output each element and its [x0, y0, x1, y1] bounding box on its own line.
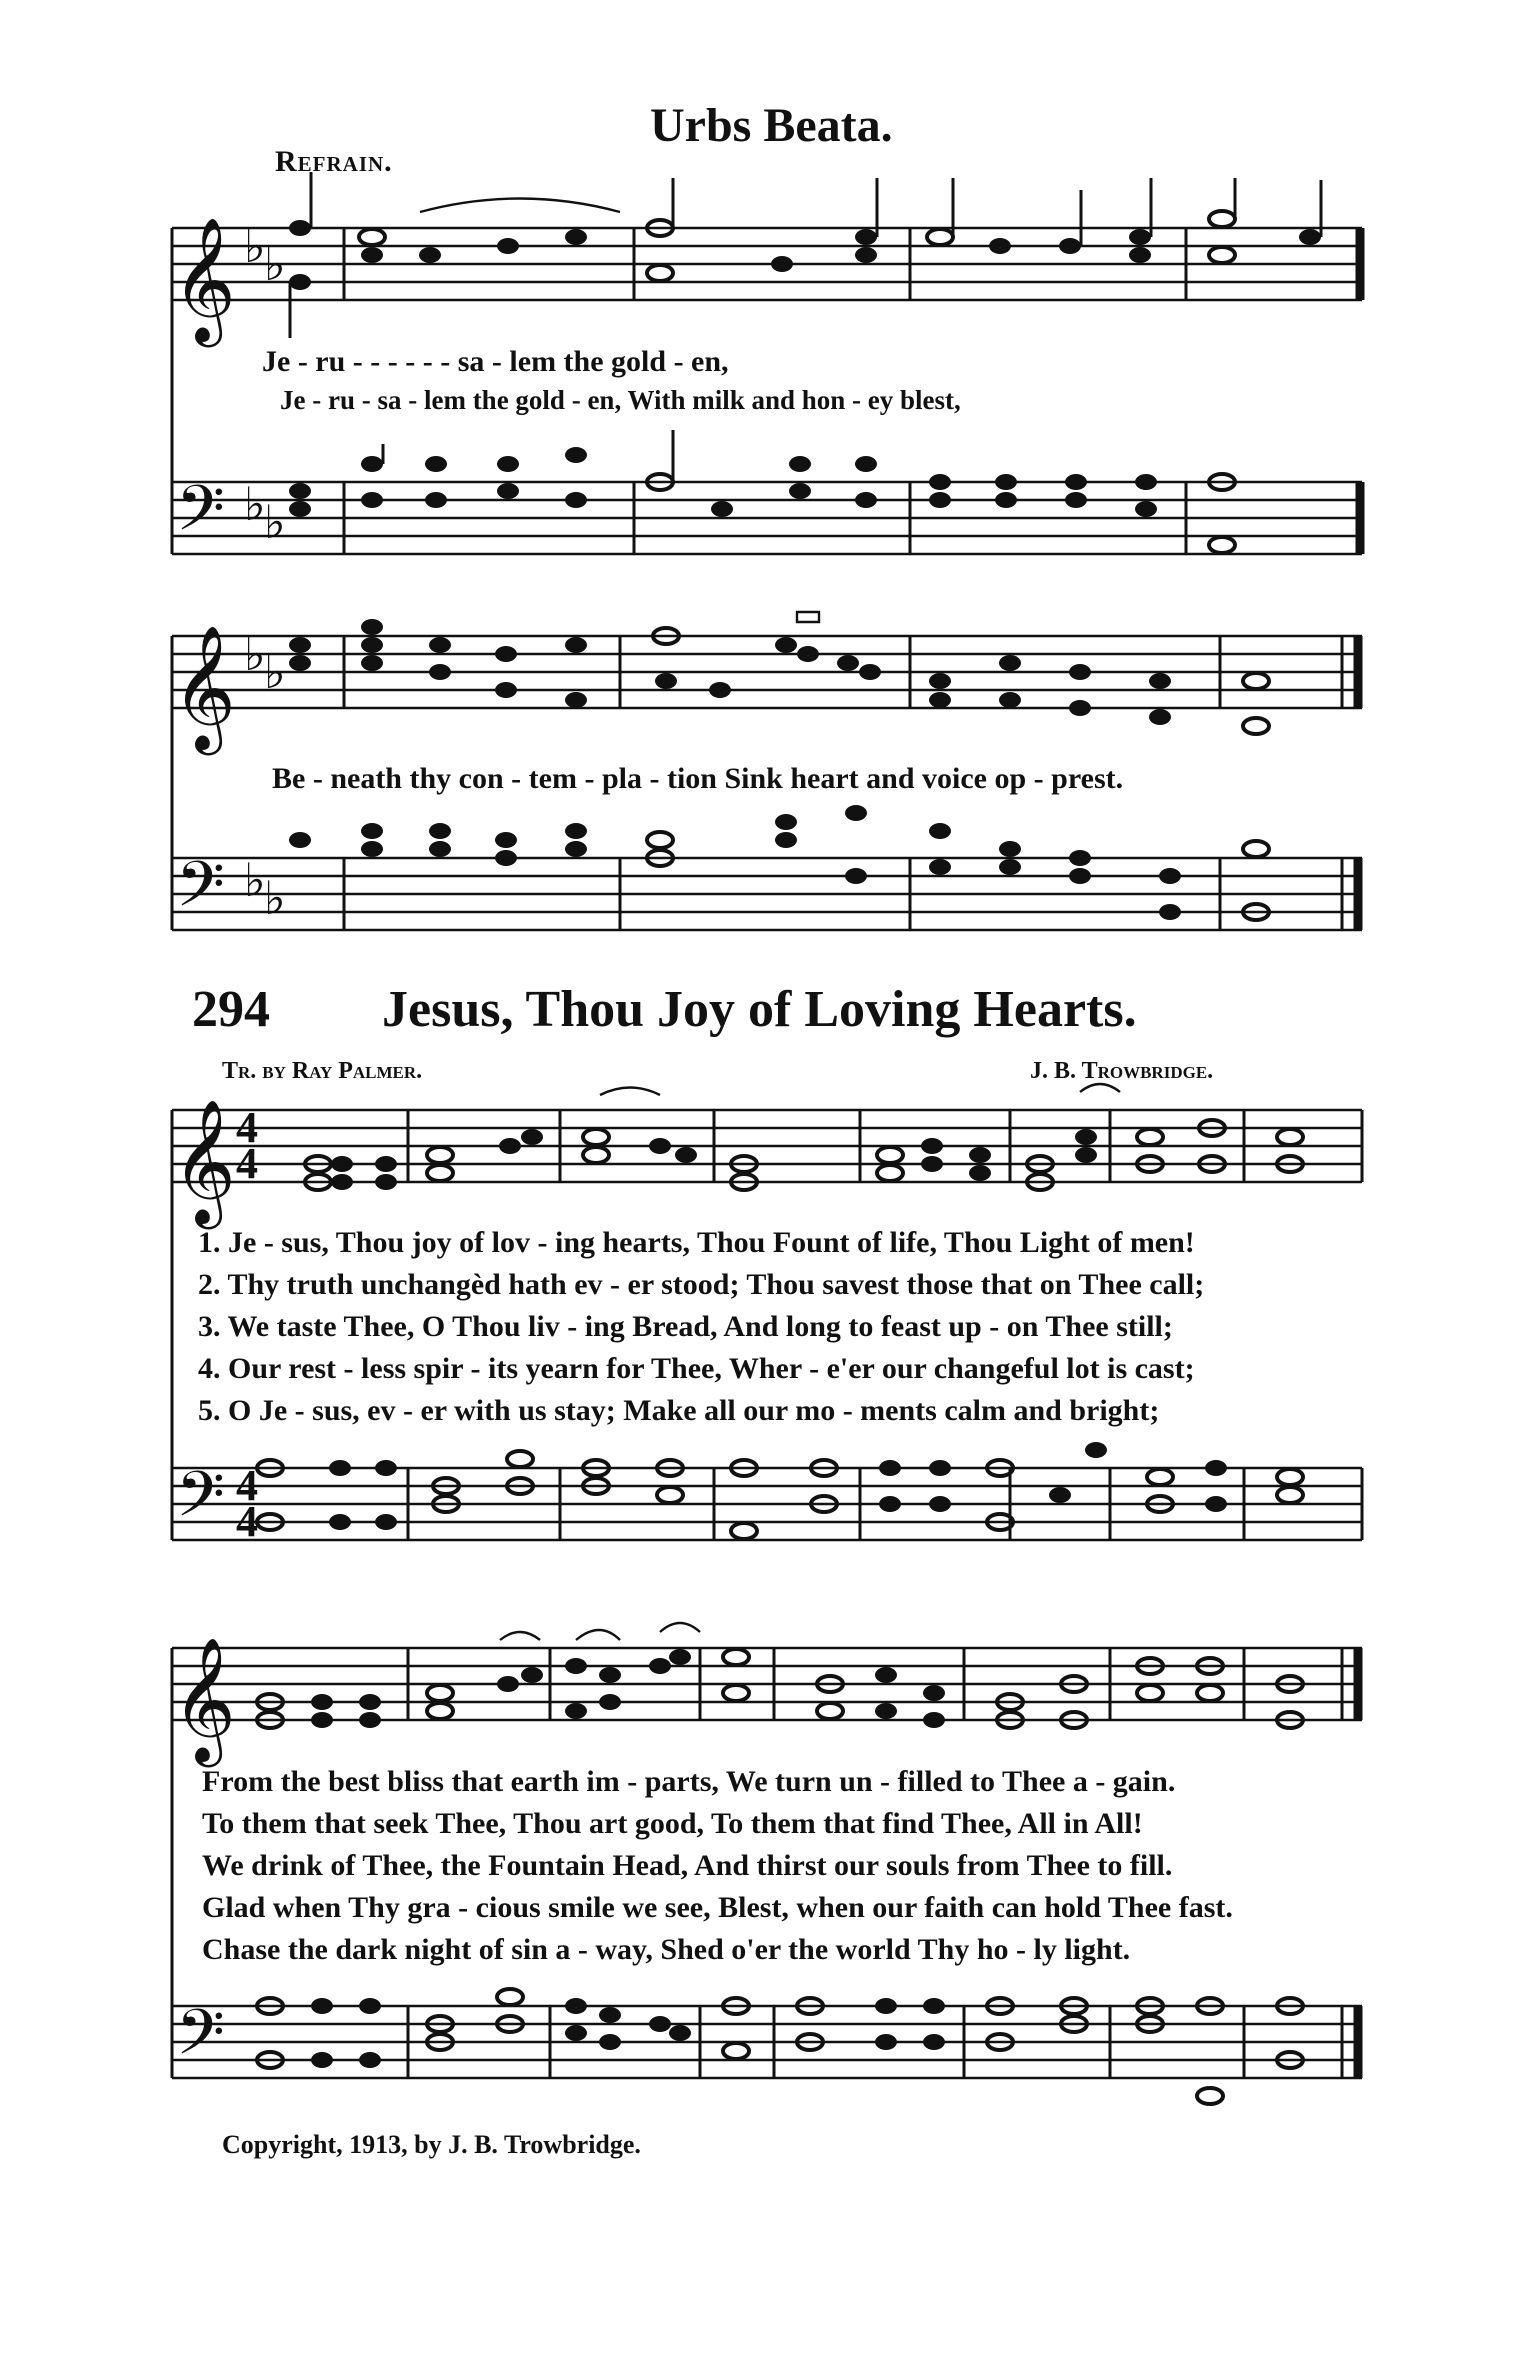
verse-line: Chase the dark night of sin a - way, Shed o'er the world Thy ho - ly light.	[202, 1933, 1131, 1966]
bass-staff	[172, 1468, 1362, 1540]
hymn-title: Jesus, Thou Joy of Loving Hearts.	[382, 981, 1137, 1038]
treble-clef-icon: 𝄞	[172, 217, 236, 342]
translator-credit: Tr. by Ray Palmer.	[222, 1058, 423, 1084]
verse-line: 2. Thy truth unchangèd hath ev - er stood; Thou savest those that on Thee call;	[198, 1268, 1205, 1301]
treble-staff	[172, 1110, 1362, 1182]
verse-line: 1. Je - sus, Thou joy of lov - ing hearts, Thou Fount of life, Thou Light of men!	[198, 1226, 1195, 1259]
treble-staff	[172, 228, 1362, 300]
svg-text:♭: ♭	[244, 477, 266, 531]
bass-clef-icon: 𝄢	[176, 471, 225, 560]
refrain-label: Refrain.	[275, 145, 393, 178]
composer-credit: J. B. Trowbridge.	[1030, 1058, 1214, 1084]
svg-text:♭: ♭	[264, 237, 286, 291]
svg-text:♭: ♭	[244, 627, 266, 681]
svg-text:♭: ♭	[244, 219, 266, 273]
notes-bass-3	[257, 1442, 1303, 1539]
refrain-lyrics-line-3: Be - neath thy con - tem - pla - tion Sink heart and voice op - prest.	[272, 762, 1124, 795]
svg-text:4: 4	[236, 1461, 258, 1510]
hymn-tune-title: Urbs Beata.	[650, 99, 893, 152]
notes-bass-2	[289, 805, 1269, 920]
treble-staff	[172, 1648, 1362, 1720]
refrain-lyrics-line-1: Je - ru - - - - - - sa - lem the gold - en,	[262, 345, 729, 378]
svg-text:4: 4	[236, 1103, 258, 1152]
verse-line: 5. O Je - sus, ev - er with us stay; Make all our mo - ments calm and bright;	[198, 1394, 1160, 1427]
system-4	[172, 1623, 1362, 2104]
svg-text:♭: ♭	[264, 871, 286, 925]
verse-line: 3. We taste Thee, O Thou liv - ing Bread, And long to feast up - on Thee still;	[198, 1310, 1173, 1343]
svg-text:♭: ♭	[244, 853, 266, 907]
bass-staff	[172, 858, 1362, 930]
bass-clef-icon: 𝄢	[176, 1995, 225, 2084]
notes-treble-3	[305, 1084, 1303, 1190]
system-1	[172, 172, 1362, 560]
verse-line: 4. Our rest - less spir - its yearn for Thee, Wher - e'er our changeful lot is cast;	[198, 1352, 1195, 1385]
verse-line: To them that seek Thee, Thou art good, To them that find Thee, All in All!	[202, 1807, 1143, 1840]
bass-staff	[172, 482, 1362, 554]
notes-bass-1	[289, 430, 1235, 553]
svg-text:4: 4	[236, 1497, 258, 1546]
verse-line: From the best bliss that earth im - parts, We turn un - filled to Thee a - gain.	[202, 1765, 1176, 1798]
svg-text:♭: ♭	[264, 645, 286, 699]
verse-line: We drink of Thee, the Fountain Head, And thirst our souls from Thee to fill.	[202, 1849, 1173, 1882]
bass-clef-icon: 𝄢	[176, 847, 225, 936]
bass-clef-icon: 𝄢	[176, 1457, 225, 1546]
treble-clef-icon: 𝄞	[172, 625, 236, 750]
treble-clef-icon: 𝄞	[172, 1637, 236, 1762]
copyright-notice: Copyright, 1913, by J. B. Trowbridge.	[222, 2130, 641, 2159]
treble-clef-icon: 𝄞	[172, 1099, 236, 1224]
svg-text:4: 4	[236, 1139, 258, 1188]
verse-line: Glad when Thy gra - cious smile we see, Blest, when our faith can hold Thee fast.	[202, 1891, 1233, 1924]
system-3	[172, 1084, 1362, 1546]
hymn-number: 294	[192, 981, 270, 1038]
bass-staff	[172, 2006, 1362, 2078]
system-2	[172, 612, 1362, 936]
svg-text:♭: ♭	[264, 495, 286, 549]
treble-staff	[172, 636, 1362, 708]
notes-treble-1	[289, 172, 1321, 338]
refrain-lyrics-line-2: Je - ru - sa - lem the gold - en, With milk and hon - ey blest,	[280, 385, 961, 415]
notes-treble-4	[257, 1623, 1303, 1728]
